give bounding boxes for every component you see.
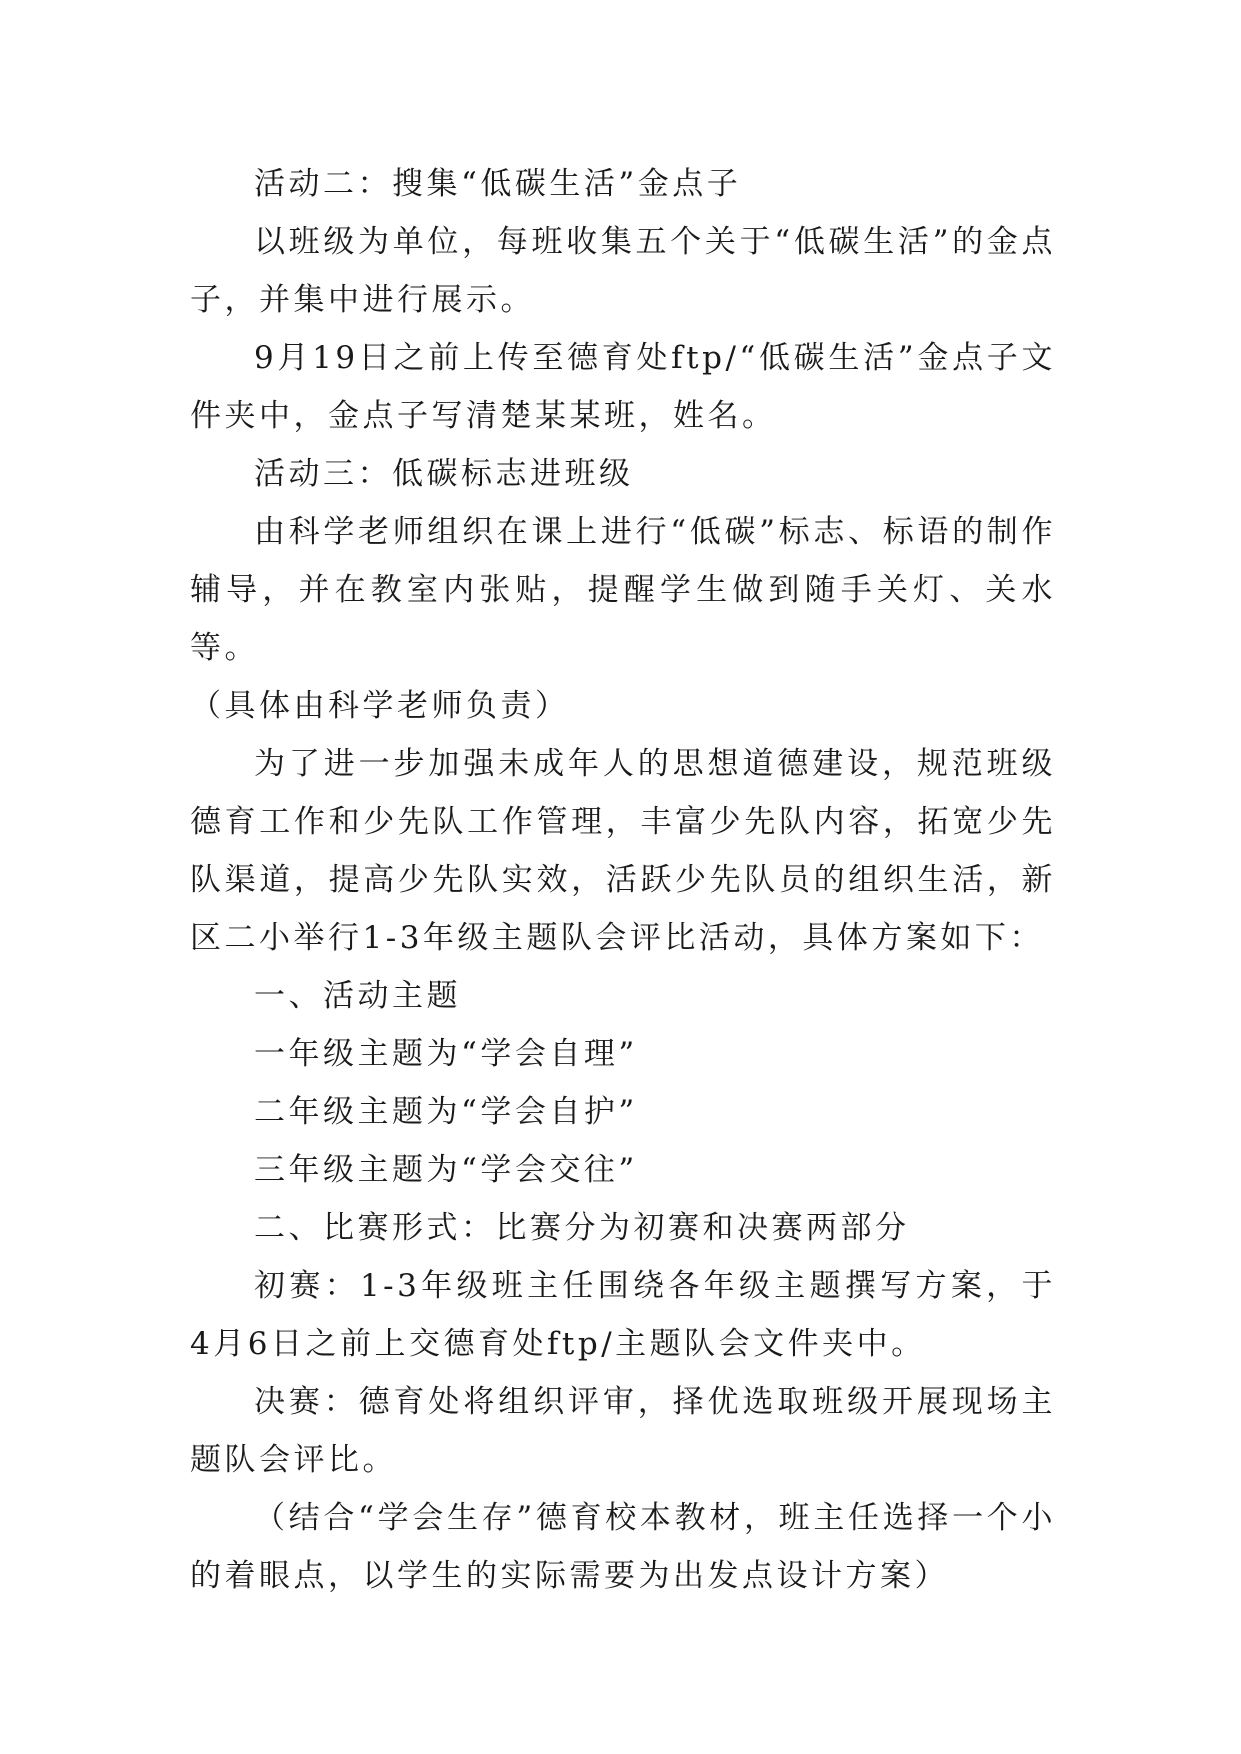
paragraph-grade-three-theme: 三年级主题为“学会交往” xyxy=(254,1152,638,1188)
paragraph-section-two-heading: 二、比赛形式：比赛分为初赛和决赛两部分 xyxy=(254,1210,910,1246)
paragraph-intro: 为了进一步加强未成年人的思想道德建设，规范班级德育工作和少先队工作管理，丰富少先队内容，拓宽少先队渠道，提高少先队实效，活跃少先队员的组织生活，新区二小举行1-3年级主题队会评比活动，具体方案如下： xyxy=(190,746,1056,956)
paragraph-grade-two-theme: 二年级主题为“学会自护” xyxy=(254,1094,638,1130)
paragraph-preliminary: 初赛：1-3年级班主任围绕各年级主题撰写方案，于4月6日之前上交德育处ftp/主题队会文件夹中。 xyxy=(190,1268,1056,1362)
paragraph-activity-two-deadline: 9月19日之前上传至德育处ftp/“低碳生活”金点子文件夹中，金点子写清楚某某班，姓名。 xyxy=(190,340,1056,434)
paragraph-note: （结合“学会生存”德育校本教材，班主任选择一个小的着眼点，以学生的实际需要为出发点设计方案） xyxy=(190,1500,1056,1594)
document-body xyxy=(190,155,1056,1605)
paragraph-section-one-heading: 一、活动主题 xyxy=(254,978,461,1014)
paragraph-activity-three-desc: 由科学老师组织在课上进行“低碳”标志、标语的制作辅导，并在教室内张贴，提醒学生做到随手关灯、关水等。 xyxy=(190,514,1056,666)
paragraph-activity-three-heading: 活动三：低碳标志进班级 xyxy=(254,456,634,492)
paragraph-activity-two-desc: 以班级为单位，每班收集五个关于“低碳生活”的金点子，并集中进行展示。 xyxy=(190,224,1056,318)
paragraph-activity-three-note: （具体由科学老师负责） xyxy=(190,688,570,724)
paragraph-activity-two-heading: 活动二：搜集“低碳生活”金点子 xyxy=(254,166,742,202)
paragraph-final: 决赛：德育处将组织评审，择优选取班级开展现场主题队会评比。 xyxy=(190,1384,1056,1478)
paragraph-grade-one-theme: 一年级主题为“学会自理” xyxy=(254,1036,638,1072)
